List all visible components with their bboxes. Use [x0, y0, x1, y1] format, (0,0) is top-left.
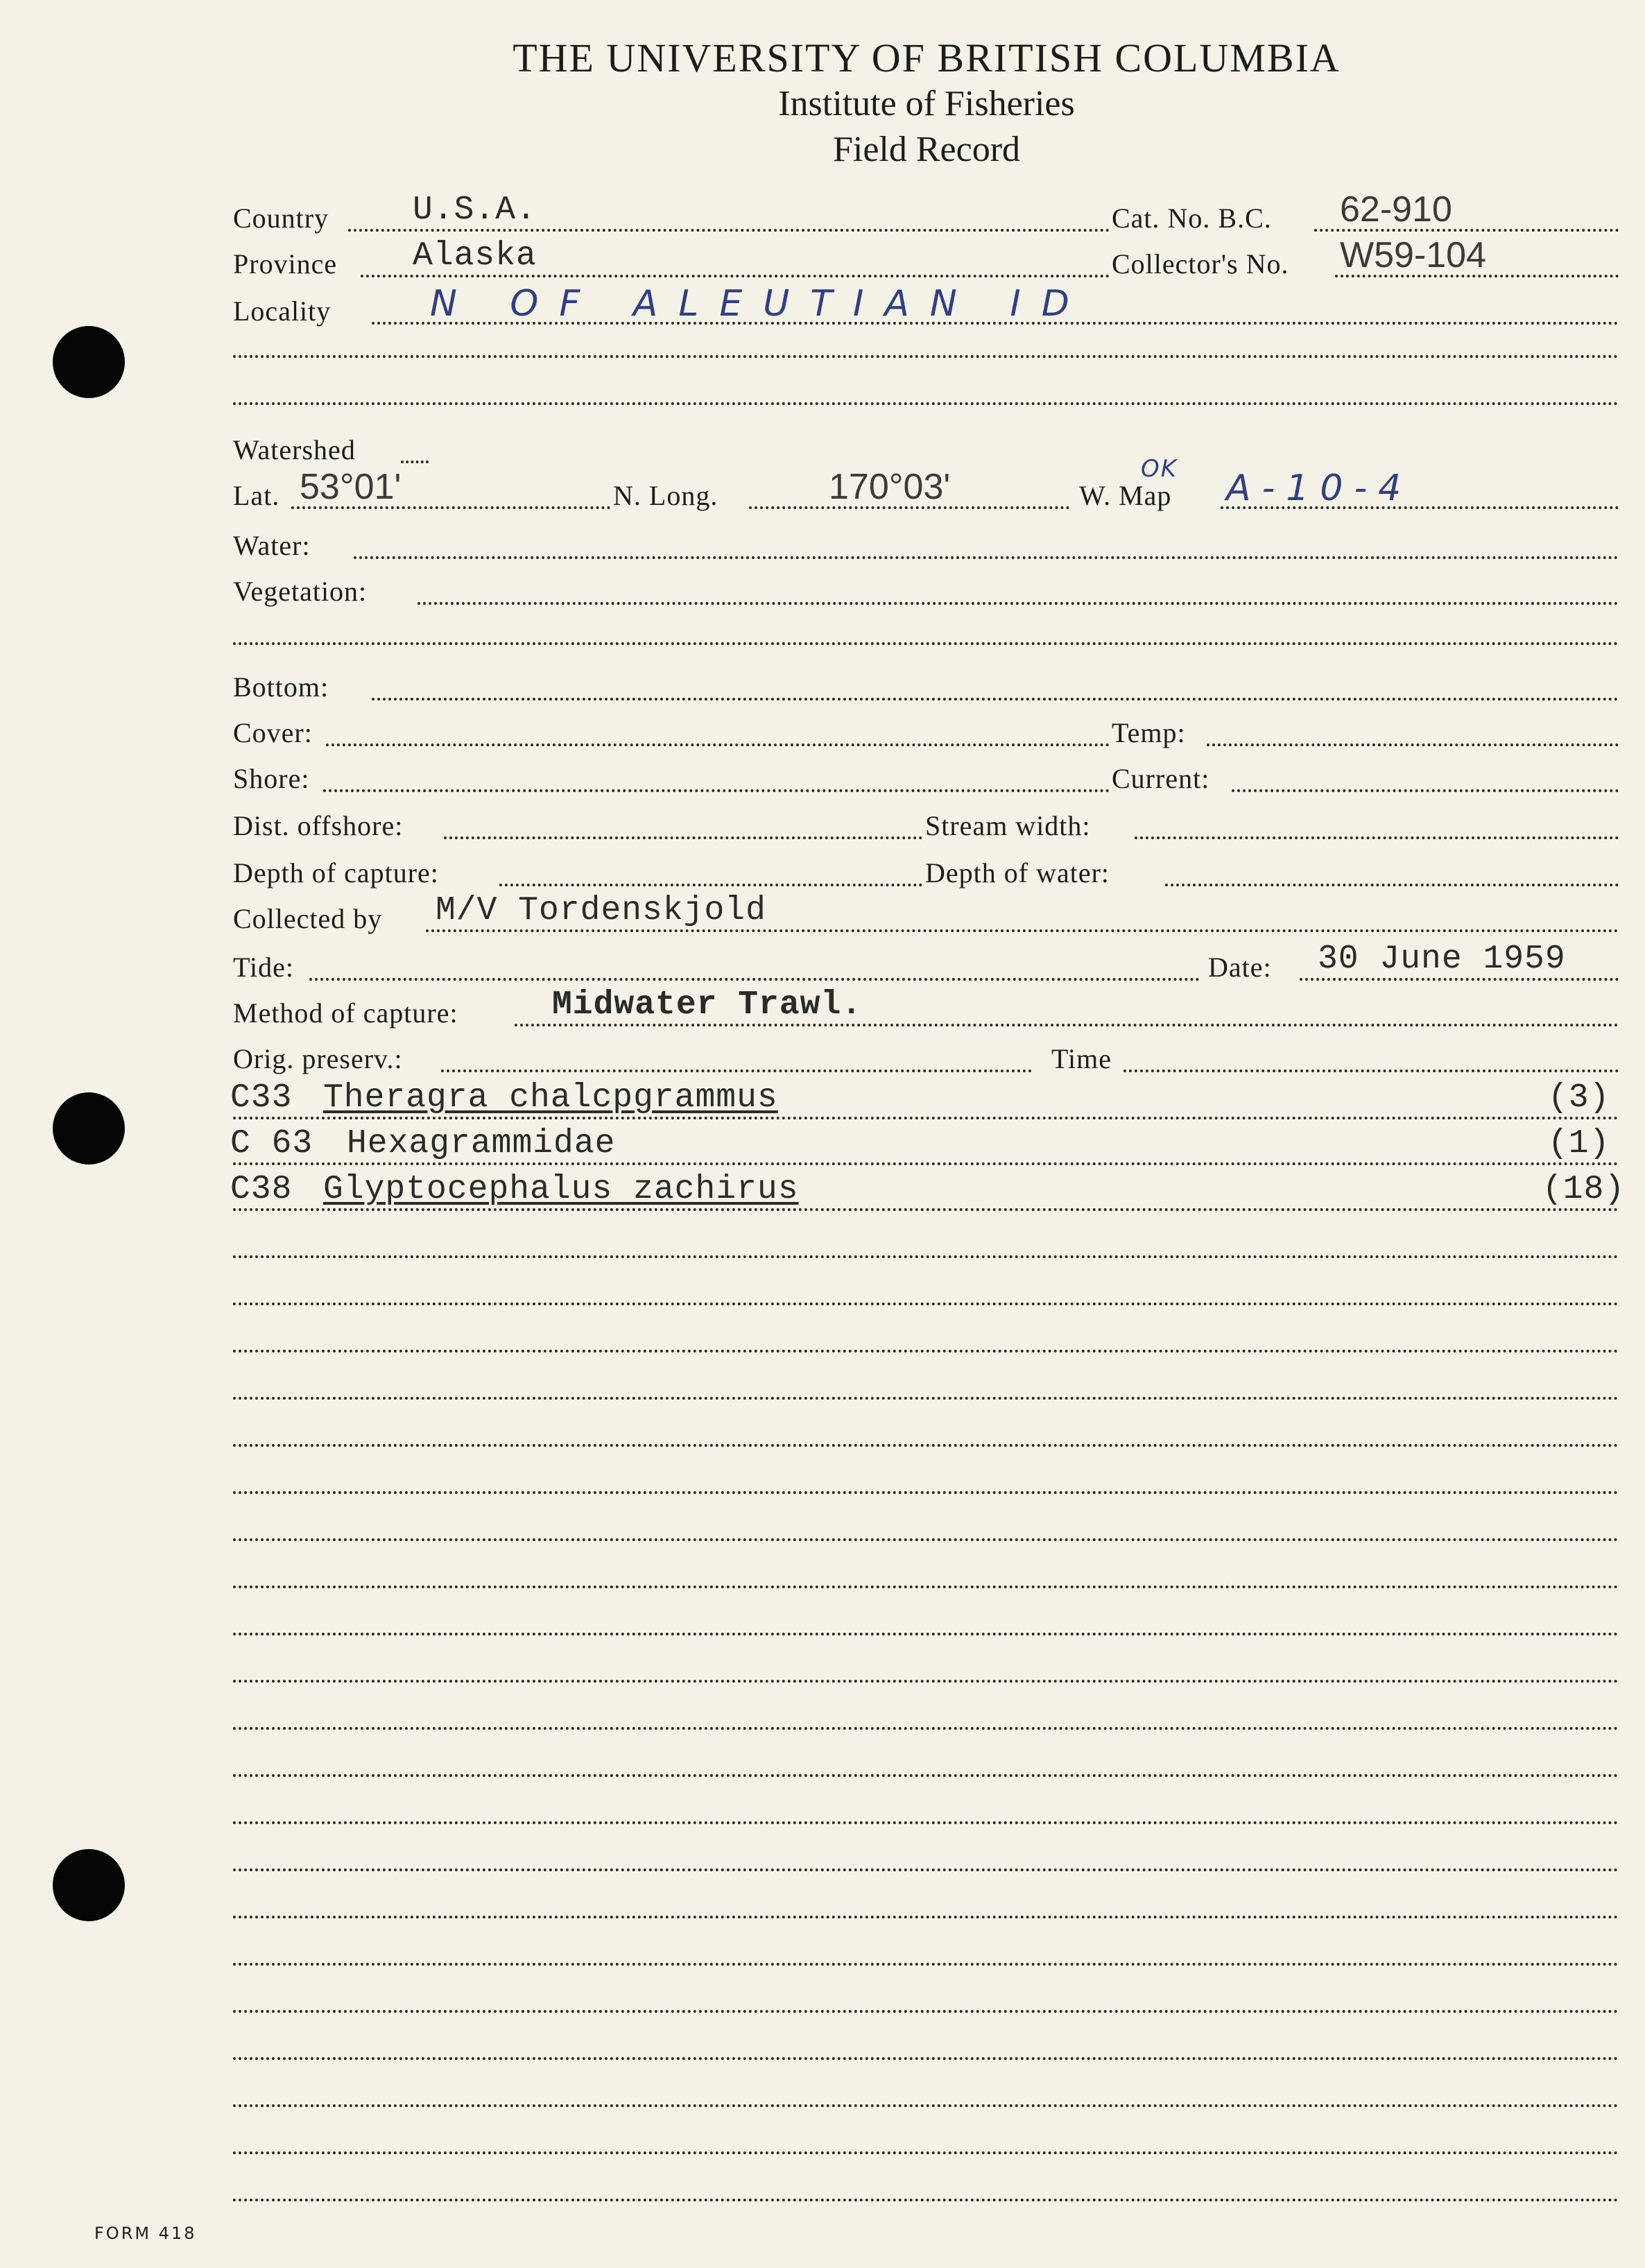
tide-row	[0, 940, 1645, 986]
w-map-label: W. Map	[1079, 480, 1172, 511]
shore-row	[0, 756, 1645, 798]
specimen-code: C33	[230, 1079, 293, 1117]
specimen-count: (1)	[1548, 1125, 1610, 1162]
bottom-row	[0, 664, 1645, 706]
collected-by-label: Collected by	[233, 903, 383, 934]
collected-by-row	[0, 892, 1645, 938]
specimen-code: C 63	[230, 1125, 313, 1162]
cat-no-label: Cat. No. B.C.	[1112, 203, 1272, 234]
depth-water-line	[1165, 884, 1619, 886]
ruled-line	[233, 1680, 1619, 1683]
ruled-line	[233, 1727, 1619, 1730]
depth-capture-label: Depth of capture:	[233, 857, 439, 888]
cover-row	[0, 710, 1645, 752]
depth-capture-line	[499, 884, 922, 886]
method-value[interactable]: Midwater Trawl.	[552, 986, 863, 1024]
water-line	[354, 556, 1619, 559]
province-label: Province	[233, 248, 338, 280]
water-row	[0, 523, 1645, 565]
locality-row	[0, 283, 1645, 330]
form-number: FORM 418	[94, 2224, 197, 2243]
bottom-line	[372, 698, 1619, 701]
dist-offshore-row	[0, 803, 1645, 845]
binder-hole-bottom	[53, 1849, 125, 1921]
specimen-name[interactable]: Theragra chalcpgrammus	[323, 1079, 778, 1117]
specimen-row	[0, 1079, 1645, 1125]
vegetation-line	[417, 602, 1619, 605]
ruled-line	[233, 2151, 1619, 2154]
n-long-label: N. Long.	[613, 480, 718, 511]
specimen-count: (18)	[1542, 1171, 1626, 1208]
orig-preserv-label: Orig. preserv.:	[233, 1043, 403, 1074]
time-label: Time	[1051, 1043, 1112, 1074]
locality-value[interactable]: N OF ALEUTIAN ID	[430, 283, 1090, 325]
watershed-row	[0, 427, 1645, 469]
collected-by-line	[426, 929, 1619, 932]
method-row	[0, 986, 1645, 1032]
ruled-line	[233, 1397, 1619, 1400]
time-line	[1123, 1069, 1619, 1072]
lat-value[interactable]: 53°01'	[300, 467, 402, 507]
cat-no-value[interactable]: 62-910	[1340, 189, 1452, 230]
cover-label: Cover:	[233, 717, 313, 748]
specimen-name[interactable]: Hexagrammidae	[347, 1125, 616, 1162]
current-line	[1232, 789, 1619, 792]
depth-water-label: Depth of water:	[925, 857, 1110, 888]
ruled-line	[233, 1255, 1619, 1258]
lat-label: Lat.	[233, 480, 280, 511]
specimen-code: C38	[230, 1171, 293, 1208]
ruled-line	[233, 2057, 1619, 2060]
ruled-line	[233, 2199, 1619, 2201]
ruled-line	[233, 1586, 1619, 1588]
ruled-line	[233, 1633, 1619, 1635]
record-title: Field Record	[832, 130, 1021, 169]
stream-width-label: Stream width:	[925, 810, 1091, 841]
ruled-line	[233, 1491, 1619, 1494]
cover-line	[326, 744, 1110, 746]
ruled-line	[233, 1350, 1619, 1352]
shore-label: Shore:	[233, 763, 310, 794]
specimen-count: (3)	[1548, 1079, 1610, 1117]
locality-line-3	[233, 402, 1619, 405]
dist-offshore-line	[444, 836, 922, 839]
depth-row	[0, 850, 1645, 892]
province-line	[361, 275, 1110, 277]
date-label: Date:	[1208, 952, 1272, 983]
country-label: Country	[233, 203, 329, 234]
orig-preserv-row	[0, 1036, 1645, 1078]
date-value[interactable]: 30 June 1959	[1318, 940, 1566, 978]
ruled-line	[233, 1821, 1619, 1824]
map-ok-note: OK	[1141, 455, 1178, 483]
long-value[interactable]: 170°03'	[829, 467, 951, 507]
temp-line	[1207, 744, 1619, 746]
ruled-line	[233, 2010, 1619, 2013]
current-label: Current:	[1112, 763, 1210, 794]
specimen-row	[0, 1171, 1645, 1217]
ruled-line	[233, 1538, 1619, 1541]
country-value[interactable]: U.S.A.	[413, 191, 537, 229]
watershed-label: Watershed	[233, 434, 356, 465]
ruled-line	[233, 1963, 1619, 1966]
tide-label: Tide:	[233, 952, 295, 983]
shore-line	[323, 789, 1110, 792]
stream-width-line	[1135, 836, 1619, 839]
ruled-line	[233, 1774, 1619, 1777]
university-title: THE UNIVERSITY OF BRITISH COLUMBIA	[513, 35, 1341, 80]
dist-offshore-label: Dist. offshore:	[233, 810, 404, 841]
vegetation-row	[0, 569, 1645, 610]
locality-label: Locality	[233, 295, 331, 327]
tide-line	[309, 978, 1200, 981]
lat-long-row	[0, 455, 1645, 515]
specimen-row	[0, 1125, 1645, 1171]
ruled-line	[233, 2104, 1619, 2107]
orig-preserv-line	[441, 1069, 1032, 1072]
bottom-label: Bottom:	[233, 671, 329, 703]
watershed-line	[401, 461, 429, 463]
temp-label: Temp:	[1112, 717, 1186, 748]
vegetation-line-2	[233, 642, 1619, 645]
date-line	[1300, 978, 1619, 981]
ruled-line	[233, 1916, 1619, 1918]
province-row	[0, 235, 1645, 283]
binder-hole-top	[53, 326, 125, 398]
institute-title: Institute of Fisheries	[778, 84, 1075, 123]
locality-line-2	[233, 355, 1619, 358]
collector-no-value[interactable]: W59-104	[1340, 235, 1486, 275]
country-row	[0, 189, 1645, 237]
water-label: Water:	[233, 530, 311, 561]
collected-by-value[interactable]: M/V Tordenskjold	[436, 892, 766, 929]
ruled-line	[233, 1303, 1619, 1305]
country-line	[348, 229, 1110, 232]
ruled-line	[233, 1444, 1619, 1447]
ruled-line	[233, 1868, 1619, 1871]
method-label: Method of capture:	[233, 997, 458, 1029]
province-value[interactable]: Alaska	[413, 237, 537, 275]
specimen-name[interactable]: Glyptocephalus zachirus	[323, 1171, 799, 1208]
collector-no-label: Collector's No.	[1112, 248, 1289, 280]
map-value[interactable]: A-10-4	[1226, 467, 1413, 509]
vegetation-label: Vegetation:	[233, 576, 368, 607]
method-line	[515, 1024, 1619, 1026]
